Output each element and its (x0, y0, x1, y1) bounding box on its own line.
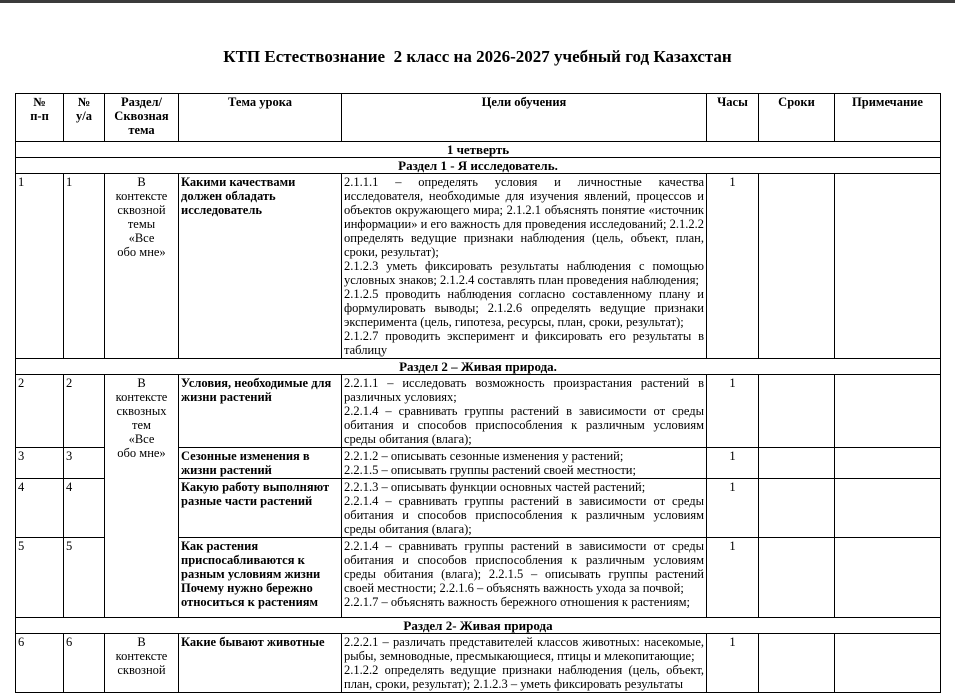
row-topic: Как растения приспосабливаются к разным условиям жизни Почему нужно бережно относиться к растениям (179, 538, 342, 618)
quarter-row (16, 142, 941, 158)
col-header-goals (342, 94, 707, 142)
row-num-ua: 5 (64, 538, 105, 618)
section-title-3: Раздел 2- Живая природа (16, 618, 941, 634)
window-top-border (0, 0, 955, 3)
section-theme-text: В контексте сквозной темы «Все обо мне» (115, 175, 168, 259)
col-header-section (105, 94, 179, 142)
col-header-dates-label: Сроки (778, 95, 815, 109)
row-notes[interactable] (835, 174, 941, 359)
document-title: КТП Естествознание 2 класс на 2026-2027 учебный год Казахстан (223, 47, 732, 66)
col-header-topic-label: Тема урока (228, 95, 292, 109)
section-row-3 (16, 618, 941, 634)
row-num-ua: 3 (64, 448, 105, 479)
section-title-2: Раздел 2 – Живая природа. (16, 359, 941, 375)
row-dates[interactable] (759, 375, 835, 448)
row-num: 1 (16, 174, 64, 359)
table-row (16, 634, 941, 693)
row-dates[interactable] (759, 174, 835, 359)
row-dates[interactable] (759, 479, 835, 538)
section-row-1 (16, 158, 941, 174)
row-hours: 1 (707, 479, 759, 538)
row-section-theme (105, 174, 179, 359)
row-notes[interactable] (835, 634, 941, 693)
row-hours: 1 (707, 375, 759, 448)
col-header-num (16, 94, 64, 142)
row-goals: 2.2.1.1 – исследовать возможность произрастания растений в различных условиях; 2.2.1.4 – сравнивать группы растений в зависимости от среды обитания и способов приспособления к различным условиям среды обитания (влага); (342, 375, 707, 448)
col-header-notes-label: Примечание (852, 95, 923, 109)
col-header-hours (707, 94, 759, 142)
row-notes[interactable] (835, 538, 941, 618)
col-header-dates (759, 94, 835, 142)
col-header-topic (179, 94, 342, 142)
row-notes[interactable] (835, 479, 941, 538)
row-topic: Какую работу выполняют разные части растений (179, 479, 342, 538)
section-row-2 (16, 359, 941, 375)
row-goals: 2.1.1.1 – определять условия и личностные качества исследователя, необходимые для изучения явлений, процессов и объектов окружающего мира; 2.1.2.1 объяснять понятие «источник информации» и его важность для проведения исследований; 2.1.2.2 определять ведущие признаки наблюдения (цель, объект, план, сроки, результат); 2.1.2.3 уметь фиксировать результаты наблюдения с помощью условных знаков; 2.1.2.4 составлять план проведения наблюдения; 2.1.2.5 проводить наблюдения согласно составленному плану и формулировать выводы; 2.1.2.6 определять ведущие признаки эксперимента (цель, гипотеза, ресурсы, план, сроки, результат); 2.1.2.7 проводить эксперимент и фиксировать его результаты в таблицу (342, 174, 707, 359)
row-hours: 1 (707, 538, 759, 618)
section-theme-text: В контексте сквозных тем «Все обо мне» (115, 376, 168, 460)
row-goals: 2.2.1.3 – описывать функции основных частей растений; 2.2.1.4 – сравнивать группы растений в зависимости от среды обитания и способов приспособления к различным условиям среды обитания (влага); (342, 479, 707, 538)
col-header-goals-label: Цели обучения (481, 95, 567, 109)
row-num: 3 (16, 448, 64, 479)
col-header-num-ua (64, 94, 105, 142)
row-num-ua: 1 (64, 174, 105, 359)
row-dates[interactable] (759, 448, 835, 479)
col-header-num-label: № п-п (30, 95, 49, 123)
row-topic: Сезонные изменения в жизни растений (179, 448, 342, 479)
row-topic: Какие бывают животные (179, 634, 342, 693)
table-row (16, 375, 941, 448)
ktp-table (15, 93, 941, 693)
row-num-ua: 6 (64, 634, 105, 693)
table-row (16, 174, 941, 359)
quarter-label: 1 четверть (16, 142, 941, 158)
row-dates[interactable] (759, 538, 835, 618)
row-topic: Условия, необходимые для жизни растений (179, 375, 342, 448)
row-notes[interactable] (835, 375, 941, 448)
col-header-section-label: Раздел/ Сквозная тема (114, 95, 169, 137)
row-goals: 2.2.2.1 – различать представителей классов животных: насекомые, рыбы, земноводные, пресмыкающиеся, птицы и млекопитающие; 2.1.2.2 определять ведущие признаки наблюдения (цель, объект, план, сроки, результат); 2.1.2.3 – уметь фиксировать результаты (342, 634, 707, 693)
row-num: 4 (16, 479, 64, 538)
row-goals: 2.2.1.2 – описывать сезонные изменения у растений; 2.2.1.5 – описывать группы растений своей местности; (342, 448, 707, 479)
row-hours: 1 (707, 174, 759, 359)
row-num-ua: 4 (64, 479, 105, 538)
row-notes[interactable] (835, 448, 941, 479)
header-row (16, 94, 941, 142)
col-header-num-ua-label: № у/а (76, 95, 92, 123)
section-theme-text: В контексте сквозной (115, 635, 168, 677)
row-dates[interactable] (759, 634, 835, 693)
section-title-1: Раздел 1 - Я исследователь. (16, 158, 941, 174)
row-hours: 1 (707, 634, 759, 693)
row-num: 2 (16, 375, 64, 448)
row-section-theme (105, 634, 179, 693)
row-num: 6 (16, 634, 64, 693)
row-num: 5 (16, 538, 64, 618)
row-topic: Какими качествами должен обладать исследователь (179, 174, 342, 359)
row-num-ua: 2 (64, 375, 105, 448)
col-header-notes (835, 94, 941, 142)
col-header-hours-label: Часы (717, 95, 748, 109)
row-goals: 2.2.1.4 – сравнивать группы растений в зависимости от среды обитания и способов приспособления к различным условиям среды обитания (влага); 2.2.1.5 – описывать группы растений своей местности; 2.2.1.6 – объяснять важность ухода за почвой; 2.2.1.7 – объяснять важность бережного отношения к растениям; (342, 538, 707, 618)
row-section-theme (105, 375, 179, 618)
row-hours: 1 (707, 448, 759, 479)
